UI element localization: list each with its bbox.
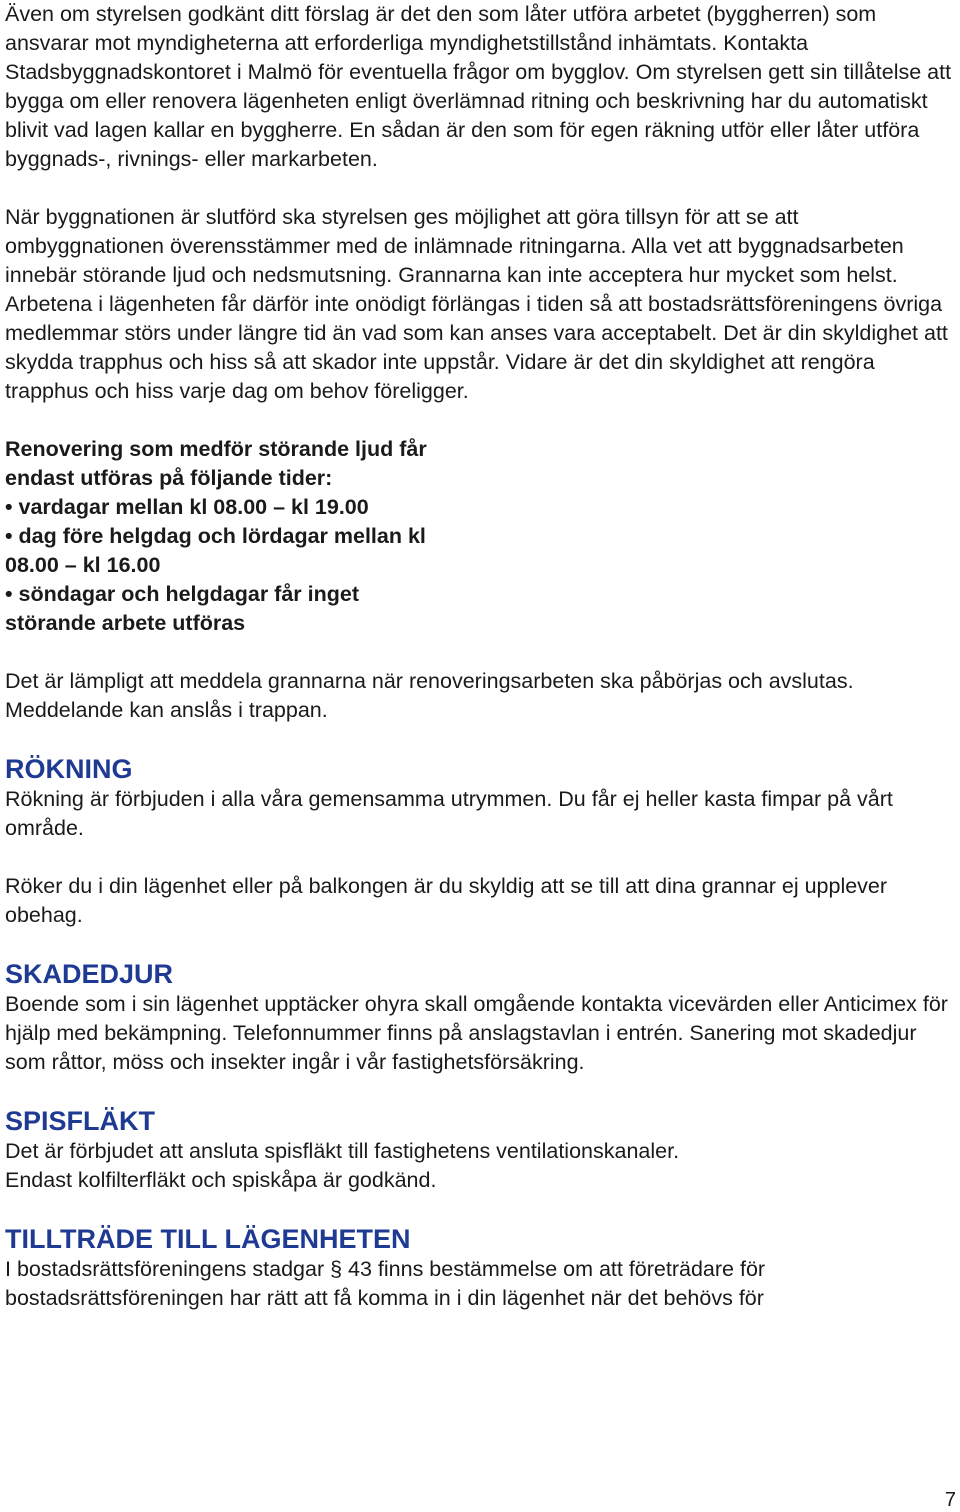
paragraph-skadedjur: Boende som i sin lägenhet upptäcker ohyra skall omgående kontakta vicevärden eller Anticimex för hjälp med bekämpning. Telefonnummer finns på anslagstavlan i entrén. Sanering mot skadedjur som råttor, möss och insekter ingår i vår fastighetsförsäkring. bbox=[5, 992, 948, 1074]
section-spisflakt bbox=[5, 1106, 955, 1195]
heading-spisflakt: SPISFLÄKT bbox=[5, 1106, 156, 1136]
paragraph-building-permit: Även om styrelsen godkänt ditt förslag är det den som låter utföra arbetet (byggherren) som ansvarar mot myndigheterna att erforderliga myndighetstillstånd inhämtats. Kontakta Stadsbyggnadskontoret i Malmö för eventuella frågor om bygglov. Om styrelsen gett sin tillåtelse att bygga om eller renovera lägenheten enligt överlämnad ritning och beskrivning har du automatiskt blivit vad lagen kallar en byggherre. En sådan är den som för egen räkning utför eller låter utföra byggnads-, rivnings- eller markarbeten. bbox=[5, 2, 952, 171]
document-page bbox=[5, 0, 955, 1313]
section-skadedjur bbox=[5, 959, 955, 1077]
paragraph-notify-neighbours: Det är lämpligt att meddela grannarna när renoveringsarbeten ska påbörjas och avslutas. Meddelande kan anslås i trappan. bbox=[5, 669, 854, 722]
section-rokning bbox=[5, 754, 955, 930]
paragraph-rokning-2: Röker du i din lägenhet eller på balkongen är du skyldig att se till att dina grannar ej upplever obehag. bbox=[5, 874, 888, 927]
paragraph-rokning-1: Rökning är förbjuden i alla våra gemensamma utrymmen. Du får ej heller kasta fimpar på vårt område. bbox=[5, 787, 893, 840]
renovation-times-block bbox=[5, 435, 445, 638]
heading-rokning: RÖKNING bbox=[5, 754, 133, 784]
paragraph-tilltrade: I bostadsrättsföreningens stadgar § 43 finns bestämmelse om att företrädare för bostadsrättsföreningen har rätt att få komma in i din lägenhet när det behövs för bbox=[5, 1257, 766, 1310]
renovation-times-intro: Renovering som medför störande ljud får endast utföras på följande tider: bbox=[5, 437, 427, 490]
renovation-time-weekdays: • vardagar mellan kl 08.00 – kl 19.00 bbox=[5, 493, 445, 522]
paragraph-spisflakt-1: Det är förbjudet att ansluta spisfläkt till fastighetens ventilationskanaler. bbox=[5, 1139, 680, 1163]
page-number: 7 bbox=[944, 1489, 956, 1511]
renovation-times-list bbox=[5, 493, 445, 638]
paragraph-spisflakt-2: Endast kolfilterfläkt och spiskåpa är godkänd. bbox=[5, 1168, 437, 1192]
section-tilltrade bbox=[5, 1224, 955, 1313]
heading-tilltrade: TILLTRÄDE TILL LÄGENHETEN bbox=[5, 1224, 411, 1254]
renovation-time-sundays: • söndagar och helgdagar får inget störande arbete utföras bbox=[5, 580, 445, 638]
renovation-time-saturdays: • dag före helgdag och lördagar mellan kl 08.00 – kl 16.00 bbox=[5, 522, 445, 580]
paragraph-inspection-and-cleaning: När byggnationen är slutförd ska styrelsen ges möjlighet att göra tillsyn för att se att ombyggnationen överensstämmer med de inlämnade ritningarna. Alla vet att byggnadsarbeten innebär störande ljud och nedsmutsning. Grannarna kan inte acceptera hur mycket som helst. Arbetena i lägenheten får därför inte onödigt förlängas i tiden så att bostadsrättsföreningens övriga medlemmar störs under längre tid än vad som kan anses vara acceptabelt. Det är din skyldighet att skydda trapphus och hiss så att skador inte uppstår. Vidare är det din skyldighet att rengöra trapphus och hiss varje dag om behov föreligger. bbox=[5, 205, 948, 403]
heading-skadedjur: SKADEDJUR bbox=[5, 959, 174, 989]
